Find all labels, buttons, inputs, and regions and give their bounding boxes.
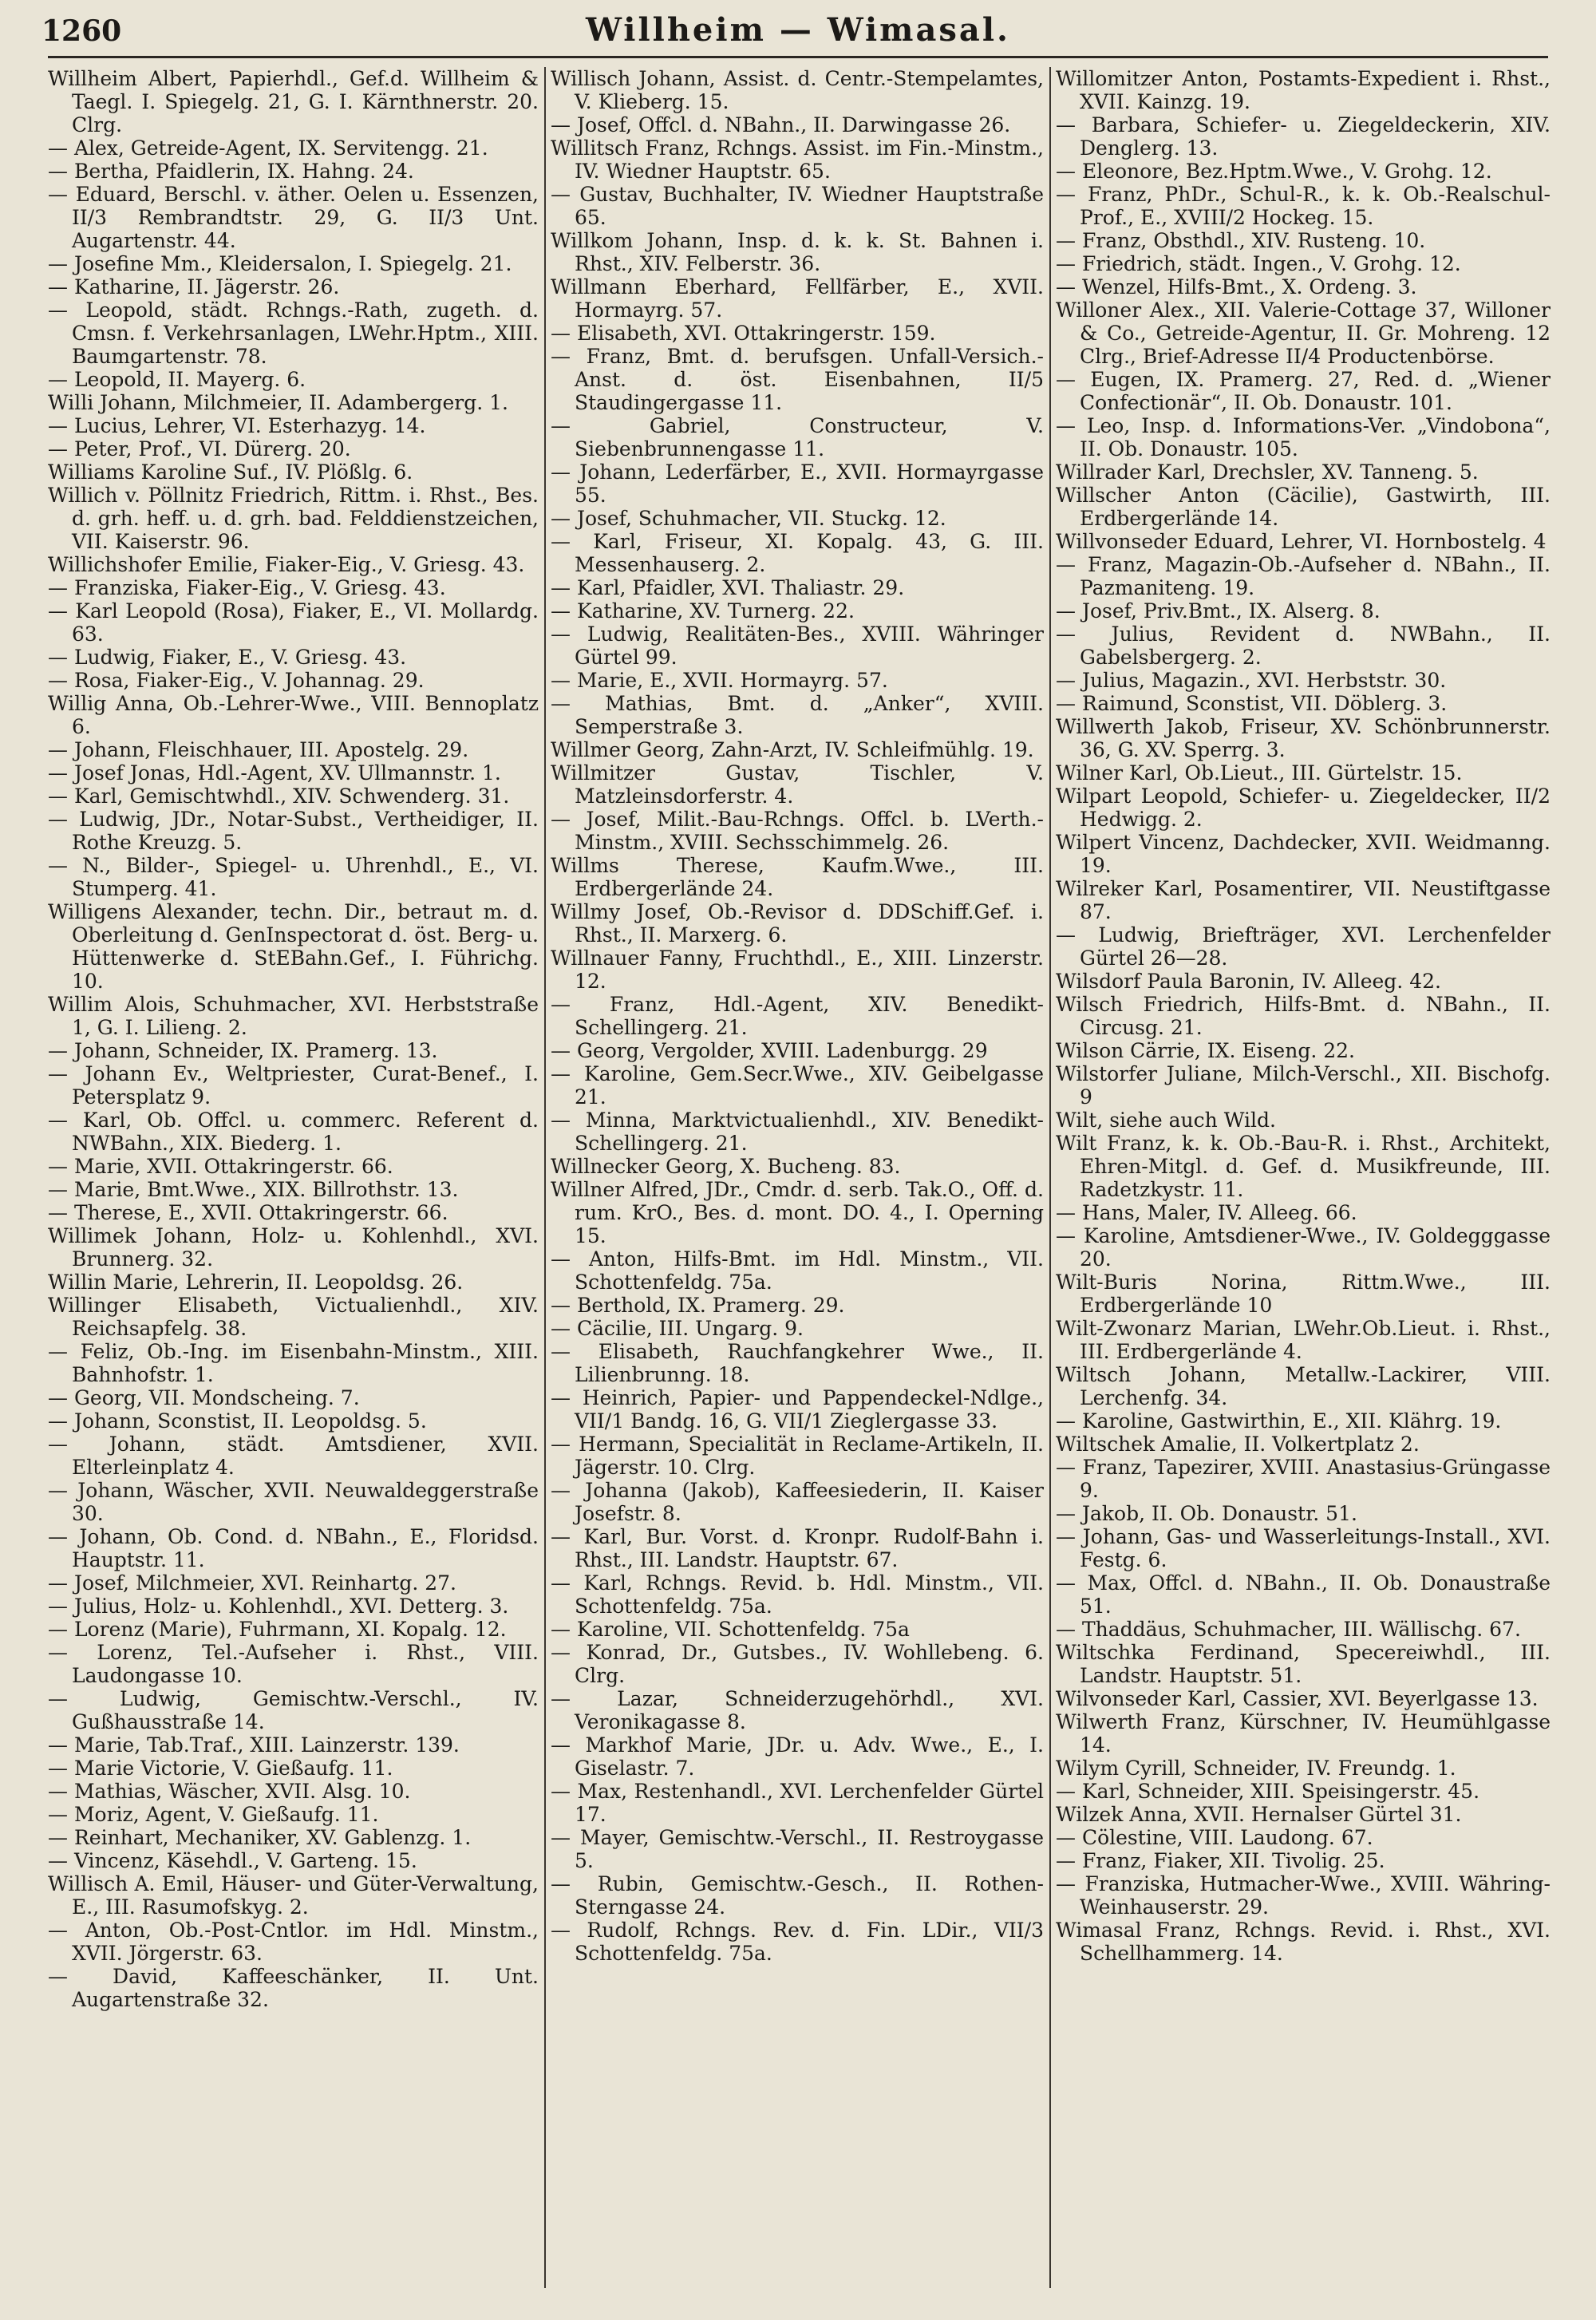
column-divider bbox=[1049, 67, 1051, 2288]
directory-entry: Willner Alfred, JDr., Cmdr. d. serb. Tak.O., Off. d. rum. KrO., Bes. d. mont. DO. 4., I. Operning 15. bbox=[551, 1178, 1044, 1247]
directory-entry: — Marie, Bmt.Wwe., XIX. Billrothstr. 13. bbox=[48, 1178, 459, 1201]
directory-entry: Wimasal Franz, Rchngs. Revid. i. Rhst., XVI. Schellhammerg. 14. bbox=[1056, 1919, 1551, 1965]
directory-entry: Wilstorfer Juliane, Milch-Verschl., XII. Bischofg. 9 bbox=[1056, 1062, 1551, 1109]
directory-entry: Willinger Elisabeth, Victualienhdl., XIV. Reichsapfelg. 38. bbox=[48, 1294, 539, 1340]
directory-entry: Wilreker Karl, Posamentirer, VII. Neustiftgasse 87. bbox=[1056, 877, 1551, 923]
column-divider bbox=[544, 67, 546, 2288]
directory-entry: — Mathias, Wäscher, XVII. Alsg. 10. bbox=[48, 1780, 411, 1803]
directory-column-3 bbox=[1056, 67, 1551, 2304]
directory-entry: — Eduard, Berschl. v. äther. Oelen u. Essenzen, II/3 Rembrandtstr. 29, G. II/3 Unt. Augartenstr. 44. bbox=[48, 183, 539, 252]
directory-entry: — Karl, Bur. Vorst. d. Kronpr. Rudolf-Bahn i. Rhst., III. Landstr. Hauptstr. 67. bbox=[551, 1525, 1044, 1571]
directory-entry: — Georg, Vergolder, XVIII. Ladenburgg. 29 bbox=[551, 1039, 988, 1062]
directory-entry: — Anton, Hilfs-Bmt. im Hdl. Minstm., VII. Schottenfeldg. 75a. bbox=[551, 1247, 1044, 1294]
directory-entry: — Leo, Insp. d. Informations-Ver. „Vindobona“, II. Ob. Donaustr. 105. bbox=[1056, 414, 1551, 460]
directory-entry: — Hermann, Specialität in Reclame-Artikeln, II. Jägerstr. 10. Clrg. bbox=[551, 1433, 1044, 1479]
directory-entry: — Johann, Lederfärber, E., XVII. Hormayrgasse 55. bbox=[551, 460, 1044, 507]
directory-entry: — Alex, Getreide-Agent, IX. Servitengg. 21. bbox=[48, 136, 488, 160]
directory-entry: — Minna, Marktvictualienhdl., XIV. Benedikt-Schellingerg. 21. bbox=[551, 1109, 1044, 1155]
directory-entry: — Karoline, Gastwirthin, E., XII. Klährg. 19. bbox=[1056, 1409, 1502, 1433]
directory-entry: — Gustav, Buchhalter, IV. Wiedner Hauptstraße 65. bbox=[551, 183, 1044, 229]
directory-entry: Wilpert Vincenz, Dachdecker, XVII. Weidmanng. 19. bbox=[1056, 831, 1551, 877]
directory-entry: — Josef Jonas, Hdl.-Agent, XV. Ullmannstr. 1. bbox=[48, 761, 501, 785]
directory-entry: Wilpart Leopold, Schiefer- u. Ziegeldecker, II/2 Hedwigg. 2. bbox=[1056, 785, 1551, 831]
directory-entry: — Johann, Wäscher, XVII. Neuwaldeggerstraße 30. bbox=[48, 1479, 539, 1525]
directory-entry: Wilzek Anna, XVII. Hernalser Gürtel 31. bbox=[1056, 1803, 1462, 1826]
directory-entry: Willichshofer Emilie, Fiaker-Eig., V. Griesg. 43. bbox=[48, 553, 525, 576]
directory-entry: — Leopold, städt. Rchngs.-Rath, zugeth. d. Cmsn. f. Verkehrsanlagen, LWehr.Hptm., XIII. Baumgartenstr. 78. bbox=[48, 298, 539, 368]
directory-entry: — Moriz, Agent, V. Gießaufg. 11. bbox=[48, 1803, 379, 1826]
directory-entry: Willnecker Georg, X. Bucheng. 83. bbox=[551, 1155, 901, 1178]
directory-entry: — Marie, E., XVII. Hormayrg. 57. bbox=[551, 669, 888, 692]
directory-entry: Willin Marie, Lehrerin, II. Leopoldsg. 26. bbox=[48, 1271, 464, 1294]
directory-entry: — Johann, Sconstist, II. Leopoldsg. 5. bbox=[48, 1409, 427, 1433]
directory-entry: — Franz, Hdl.-Agent, XIV. Benedikt-Schellingerg. 21. bbox=[551, 993, 1044, 1039]
directory-entry: — Rubin, Gemischtw.-Gesch., II. Rothen-Sterngasse 24. bbox=[551, 1872, 1044, 1919]
directory-entry: — Bertha, Pfaidlerin, IX. Hahng. 24. bbox=[48, 160, 414, 183]
directory-entry: Willim Alois, Schuhmacher, XVI. Herbststraße 1, G. I. Lilieng. 2. bbox=[48, 993, 539, 1039]
directory-entry: — Karl, Gemischtwhdl., XIV. Schwenderg. 31. bbox=[48, 785, 510, 808]
page-header bbox=[0, 0, 1596, 60]
directory-entry: Willisch A. Emil, Häuser- und Güter-Verwaltung, E., III. Rasumofskyg. 2. bbox=[48, 1872, 539, 1919]
directory-entry: — David, Kaffeeschänker, II. Unt. Augartenstraße 32. bbox=[48, 1965, 539, 2011]
directory-entry: — Wenzel, Hilfs-Bmt., X. Ordeng. 3. bbox=[1056, 275, 1417, 298]
directory-entry: — Karl Leopold (Rosa), Fiaker, E., VI. Mollardg. 63. bbox=[48, 599, 539, 646]
directory-entry: Willitsch Franz, Rchngs. Assist. im Fin.-Minstm., IV. Wiedner Hauptstr. 65. bbox=[551, 136, 1044, 183]
header-rule bbox=[48, 56, 1548, 58]
directory-entry: — Max, Restenhandl., XVI. Lerchenfelder Gürtel 17. bbox=[551, 1780, 1044, 1826]
directory-entry: — Max, Offcl. d. NBahn., II. Ob. Donaustraße 51. bbox=[1056, 1571, 1551, 1618]
directory-entry: Wilym Cyrill, Schneider, IV. Freundg. 1. bbox=[1056, 1757, 1456, 1780]
running-head: Willheim — Wimasal. bbox=[586, 11, 1010, 49]
directory-entry: — Berthold, IX. Pramerg. 29. bbox=[551, 1294, 845, 1317]
directory-entry: — Franziska, Fiaker-Eig., V. Griesg. 43. bbox=[48, 576, 446, 599]
directory-entry: — Lorenz (Marie), Fuhrmann, XI. Kopalg. 12. bbox=[48, 1618, 507, 1641]
directory-entry: Willoner Alex., XII. Valerie-Cottage 37, Willoner & Co., Getreide-Agentur, II. Gr. Mohreng. 12 Clrg., Brief-Adresse II/4 Productenbörse. bbox=[1056, 298, 1551, 368]
directory-entry: Williams Karoline Suf., IV. Plößlg. 6. bbox=[48, 460, 413, 484]
directory-entry: — Franz, Magazin-Ob.-Aufseher d. NBahn., II. Pazmaniteng. 19. bbox=[1056, 553, 1551, 599]
directory-entry: Wiltsch Johann, Metallw.-Lackirer, VIII. Lerchenfg. 34. bbox=[1056, 1363, 1551, 1409]
directory-entry: — Mayer, Gemischtw.-Verschl., II. Restroygasse 5. bbox=[551, 1826, 1044, 1872]
directory-entry: Wilt, siehe auch Wild. bbox=[1056, 1109, 1276, 1132]
directory-entry: — Ludwig, JDr., Notar-Subst., Vertheidiger, II. Rothe Kreuzg. 5. bbox=[48, 808, 539, 854]
directory-entry: — Ludwig, Gemischtw.-Verschl., IV. Gußhausstraße 14. bbox=[48, 1687, 539, 1733]
directory-entry: Willvonseder Eduard, Lehrer, VI. Hornbostelg. 4 bbox=[1056, 530, 1547, 553]
directory-entry: — Cäcilie, III. Ungarg. 9. bbox=[551, 1317, 804, 1340]
directory-entry: Willmy Josef, Ob.-Revisor d. DDSchiff.Gef. i. Rhst., II. Marxerg. 6. bbox=[551, 900, 1044, 947]
directory-entry: — Franz, Fiaker, XII. Tivolig. 25. bbox=[1056, 1849, 1385, 1872]
directory-entry: Willwerth Jakob, Friseur, XV. Schönbrunnerstr. 36, G. XV. Sperrg. 3. bbox=[1056, 715, 1551, 761]
directory-entry: — Elisabeth, XVI. Ottakringerstr. 159. bbox=[551, 322, 936, 345]
directory-entry: Wilsdorf Paula Baronin, IV. Alleeg. 42. bbox=[1056, 970, 1441, 993]
directory-entry: — Eleonore, Bez.Hptm.Wwe., V. Grohg. 12. bbox=[1056, 160, 1492, 183]
directory-entry: — Feliz, Ob.-Ing. im Eisenbahn-Minstm., XIII. Bahnhofstr. 1. bbox=[48, 1340, 539, 1386]
directory-entry: — Rudolf, Rchngs. Rev. d. Fin. LDir., VII/3 Schottenfeldg. 75a. bbox=[551, 1919, 1044, 1965]
directory-entry: — Johann, Fleischhauer, III. Apostelg. 29. bbox=[48, 738, 469, 761]
directory-entry: — Friedrich, städt. Ingen., V. Grohg. 12. bbox=[1056, 252, 1461, 275]
directory-entry: — Georg, VII. Mondscheing. 7. bbox=[48, 1386, 360, 1409]
directory-entry: — Johann, Schneider, IX. Pramerg. 13. bbox=[48, 1039, 438, 1062]
directory-entry: Willmitzer Gustav, Tischler, V. Matzleinsdorferstr. 4. bbox=[551, 761, 1044, 808]
directory-entry: — Karoline, Amtsdiener-Wwe., IV. Goldegggasse 20. bbox=[1056, 1224, 1551, 1271]
directory-entry: Wilt-Buris Norina, Rittm.Wwe., III. Erdbergerlände 10 bbox=[1056, 1271, 1551, 1317]
directory-entry: — Lazar, Schneiderzugehörhdl., XVI. Veronikagasse 8. bbox=[551, 1687, 1044, 1733]
directory-entry: — Konrad, Dr., Gutsbes., IV. Wohllebeng. 6. Clrg. bbox=[551, 1641, 1044, 1687]
directory-entry: — Anton, Ob.-Post-Cntlor. im Hdl. Minstm., XVII. Jörgerstr. 63. bbox=[48, 1919, 539, 1965]
directory-entry: — Rosa, Fiaker-Eig., V. Johannag. 29. bbox=[48, 669, 425, 692]
page-number: 1260 bbox=[41, 14, 122, 48]
directory-entry: — Karl, Rchngs. Revid. b. Hdl. Minstm., VII. Schottenfeldg. 75a. bbox=[551, 1571, 1044, 1618]
directory-entry: — Johann Ev., Weltpriester, Curat-Benef., I. Petersplatz 9. bbox=[48, 1062, 539, 1109]
directory-entry: Willmann Eberhard, Fellfärber, E., XVII. Hormayrg. 57. bbox=[551, 275, 1044, 322]
directory-entry: — Julius, Holz- u. Kohlenhdl., XVI. Detterg. 3. bbox=[48, 1595, 509, 1618]
directory-entry: — Josef, Offcl. d. NBahn., II. Darwingasse 26. bbox=[551, 113, 1011, 136]
directory-entry: — Eugen, IX. Pramerg. 27, Red. d. „Wiener Confectionär“, II. Ob. Donaustr. 101. bbox=[1056, 368, 1551, 414]
directory-entry: — Elisabeth, Rauchfangkehrer Wwe., II. Lilienbrunng. 18. bbox=[551, 1340, 1044, 1386]
directory-entry: — Franziska, Hutmacher-Wwe., XVIII. Währing-Weinhauserstr. 29. bbox=[1056, 1872, 1551, 1919]
directory-entry: — Franz, Obsthdl., XIV. Rusteng. 10. bbox=[1056, 229, 1426, 252]
directory-entry: — Karl, Pfaidler, XVI. Thaliastr. 29. bbox=[551, 576, 905, 599]
directory-entry: — Katharine, II. Jägerstr. 26. bbox=[48, 275, 340, 298]
directory-entry: — Raimund, Sconstist, VII. Döblerg. 3. bbox=[1056, 692, 1448, 715]
directory-entry: — Johanna (Jakob), Kaffeesiederin, II. Kaiser Josefstr. 8. bbox=[551, 1479, 1044, 1525]
directory-entry: Willi Johann, Milchmeier, II. Adambergerg. 1. bbox=[48, 391, 509, 414]
directory-entry: — Karoline, Gem.Secr.Wwe., XIV. Geibelgasse 21. bbox=[551, 1062, 1044, 1109]
directory-entry: — Marie Victorie, V. Gießaufg. 11. bbox=[48, 1757, 393, 1780]
directory-entry: — Franz, Bmt. d. berufsgen. Unfall-Versich.-Anst. d. öst. Eisenbahnen, II/5 Staudingergasse 11. bbox=[551, 345, 1044, 414]
directory-entry: — Mathias, Bmt. d. „Anker“, XVIII. Semperstraße 3. bbox=[551, 692, 1044, 738]
directory-entry: — Therese, E., XVII. Ottakringerstr. 66. bbox=[48, 1201, 448, 1224]
directory-entry: — Ludwig, Briefträger, XVI. Lerchenfelder Gürtel 26—28. bbox=[1056, 923, 1551, 970]
directory-entry: — Julius, Magazin., XVI. Herbststr. 30. bbox=[1056, 669, 1447, 692]
directory-entry: — Leopold, II. Mayerg. 6. bbox=[48, 368, 306, 391]
directory-entry: — Josef, Milit.-Bau-Rchngs. Offcl. b. LVerth.-Minstm., XVIII. Sechsschimmelg. 26. bbox=[551, 808, 1044, 854]
directory-entry: Wilt-Zwonarz Marian, LWehr.Ob.Lieut. i. Rhst., III. Erdbergerlände 4. bbox=[1056, 1317, 1551, 1363]
directory-entry: — Reinhart, Mechaniker, XV. Gablenzg. 1. bbox=[48, 1826, 472, 1849]
directory-entry: — Lucius, Lehrer, VI. Esterhazyg. 14. bbox=[48, 414, 426, 437]
directory-entry: Willomitzer Anton, Postamts-Expedient i. Rhst., XVII. Kainzg. 19. bbox=[1056, 67, 1551, 113]
directory-entry: — Josef, Schuhmacher, VII. Stuckg. 12. bbox=[551, 507, 946, 530]
directory-entry: Wilsch Friedrich, Hilfs-Bmt. d. NBahn., II. Circusg. 21. bbox=[1056, 993, 1551, 1039]
directory-entry: — Marie, XVII. Ottakringerstr. 66. bbox=[48, 1155, 393, 1178]
directory-entry: — Josef, Priv.Bmt., IX. Alserg. 8. bbox=[1056, 599, 1381, 622]
directory-entry: — Josef, Milchmeier, XVI. Reinhartg. 27. bbox=[48, 1571, 456, 1595]
directory-entry: — Peter, Prof., VI. Dürerg. 20. bbox=[48, 437, 351, 460]
directory-entry: Willisch Johann, Assist. d. Centr.-Stempelamtes, V. Klieberg. 15. bbox=[551, 67, 1044, 113]
directory-entry: — Franz, Tapezirer, XVIII. Anastasius-Grüngasse 9. bbox=[1056, 1456, 1551, 1502]
directory-entry: — Julius, Revident d. NWBahn., II. Gabelsbergerg. 2. bbox=[1056, 622, 1551, 669]
directory-entry: — Lorenz, Tel.-Aufseher i. Rhst., VIII. Laudongasse 10. bbox=[48, 1641, 539, 1687]
directory-entry: Willscher Anton (Cäcilie), Gastwirth, III. Erdbergerlände 14. bbox=[1056, 484, 1551, 530]
directory-entry: — Josefine Mm., Kleidersalon, I. Spiegelg. 21. bbox=[48, 252, 512, 275]
directory-entry: — Johann, Gas- und Wasserleitungs-Install., XVI. Festg. 6. bbox=[1056, 1525, 1551, 1571]
directory-entry: — Franz, PhDr., Schul-R., k. k. Ob.-Realschul-Prof., E., XVIII/2 Hockeg. 15. bbox=[1056, 183, 1551, 229]
directory-entry: — Hans, Maler, IV. Alleeg. 66. bbox=[1056, 1201, 1357, 1224]
directory-entry: Wiltschek Amalie, II. Volkertplatz 2. bbox=[1056, 1433, 1420, 1456]
directory-entry: — Cölestine, VIII. Laudong. 67. bbox=[1056, 1826, 1373, 1849]
directory-entry: Willich v. Pöllnitz Friedrich, Rittm. i. Rhst., Bes. d. grh. heff. u. d. grh. bad. Felddienstzeichen, VII. Kaiserstr. 96. bbox=[48, 484, 539, 553]
directory-entry: — Johann, Ob. Cond. d. NBahn., E., Floridsd. Hauptstr. 11. bbox=[48, 1525, 539, 1571]
directory-column-1 bbox=[48, 67, 539, 2304]
directory-entry: — Markhof Marie, JDr. u. Adv. Wwe., E., I. Giselastr. 7. bbox=[551, 1733, 1044, 1780]
directory-entry: — Marie, Tab.Traf., XIII. Lainzerstr. 139. bbox=[48, 1733, 460, 1757]
directory-entry: — Gabriel, Constructeur, V. Siebenbrunnengasse 11. bbox=[551, 414, 1044, 460]
directory-entry: — Karl, Ob. Offcl. u. commerc. Referent d. NWBahn., XIX. Biederg. 1. bbox=[48, 1109, 539, 1155]
directory-column-2 bbox=[551, 67, 1044, 2304]
directory-entry: — Karoline, VII. Schottenfeldg. 75a bbox=[551, 1618, 910, 1641]
directory-entry: — Jakob, II. Ob. Donaustr. 51. bbox=[1056, 1502, 1357, 1525]
directory-entry: Wiltschka Ferdinand, Specereiwhdl., III. Landstr. Hauptstr. 51. bbox=[1056, 1641, 1551, 1687]
directory-entry: Wilson Cärrie, IX. Eiseng. 22. bbox=[1056, 1039, 1355, 1062]
directory-entry: Willheim Albert, Papierhdl., Gef.d. Willheim & Taegl. I. Spiegelg. 21, G. I. Kärnthnerstr. 20. Clrg. bbox=[48, 67, 539, 136]
directory-entry: Willms Therese, Kaufm.Wwe., III. Erdbergerlände 24. bbox=[551, 854, 1044, 900]
directory-entry: — Ludwig, Realitäten-Bes., XVIII. Währinger Gürtel 99. bbox=[551, 622, 1044, 669]
directory-entry: Wilwerth Franz, Kürschner, IV. Heumühlgasse 14. bbox=[1056, 1710, 1551, 1757]
directory-entry: Willnauer Fanny, Fruchthdl., E., XIII. Linzerstr. 12. bbox=[551, 947, 1044, 993]
directory-entry: Wilvonseder Karl, Cassier, XVI. Beyerlgasse 13. bbox=[1056, 1687, 1539, 1710]
directory-entry: — Heinrich, Papier- und Pappendeckel-Ndlge., VII/1 Bandg. 16, G. VII/1 Zieglergasse 33. bbox=[551, 1386, 1044, 1433]
directory-entry: — N., Bilder-, Spiegel- u. Uhrenhdl., E., VI. Stumperg. 41. bbox=[48, 854, 539, 900]
directory-entry: Willigens Alexander, techn. Dir., betraut m. d. Oberleitung d. GenInspectorat d. öst. Berg- u. Hüttenwerke d. StEBahn.Gef., I. Führichg. 10. bbox=[48, 900, 539, 993]
directory-entry: Wilt Franz, k. k. Ob.-Bau-R. i. Rhst., Architekt, Ehren-Mitgl. d. Gef. d. Musikfreunde, III. Radetzkystr. 11. bbox=[1056, 1132, 1551, 1201]
directory-entry: — Barbara, Schiefer- u. Ziegeldeckerin, XIV. Denglerg. 13. bbox=[1056, 113, 1551, 160]
directory-entry: — Vincenz, Käsehdl., V. Garteng. 15. bbox=[48, 1849, 417, 1872]
directory-entry: — Ludwig, Fiaker, E., V. Griesg. 43. bbox=[48, 646, 407, 669]
directory-entry: Wilner Karl, Ob.Lieut., III. Gürtelstr. 15. bbox=[1056, 761, 1463, 785]
directory-entry: Willig Anna, Ob.-Lehrer-Wwe., VIII. Bennoplatz 6. bbox=[48, 692, 539, 738]
directory-entry: Willimek Johann, Holz- u. Kohlenhdl., XVI. Brunnerg. 32. bbox=[48, 1224, 539, 1271]
directory-entry: — Johann, städt. Amtsdiener, XVII. Elterleinplatz 4. bbox=[48, 1433, 539, 1479]
directory-entry: Willkom Johann, Insp. d. k. k. St. Bahnen i. Rhst., XIV. Felberstr. 36. bbox=[551, 229, 1044, 275]
directory-entry: — Karl, Friseur, XI. Kopalg. 43, G. III. Messenhauserg. 2. bbox=[551, 530, 1044, 576]
directory-entry: — Karl, Schneider, XIII. Speisingerstr. 45. bbox=[1056, 1780, 1480, 1803]
directory-entry: — Thaddäus, Schuhmacher, III. Wällischg. 67. bbox=[1056, 1618, 1521, 1641]
directory-entry: — Katharine, XV. Turnerg. 22. bbox=[551, 599, 855, 622]
directory-entry: Willrader Karl, Drechsler, XV. Tanneng. 5. bbox=[1056, 460, 1479, 484]
directory-entry: Willmer Georg, Zahn-Arzt, IV. Schleifmühlg. 19. bbox=[551, 738, 1034, 761]
